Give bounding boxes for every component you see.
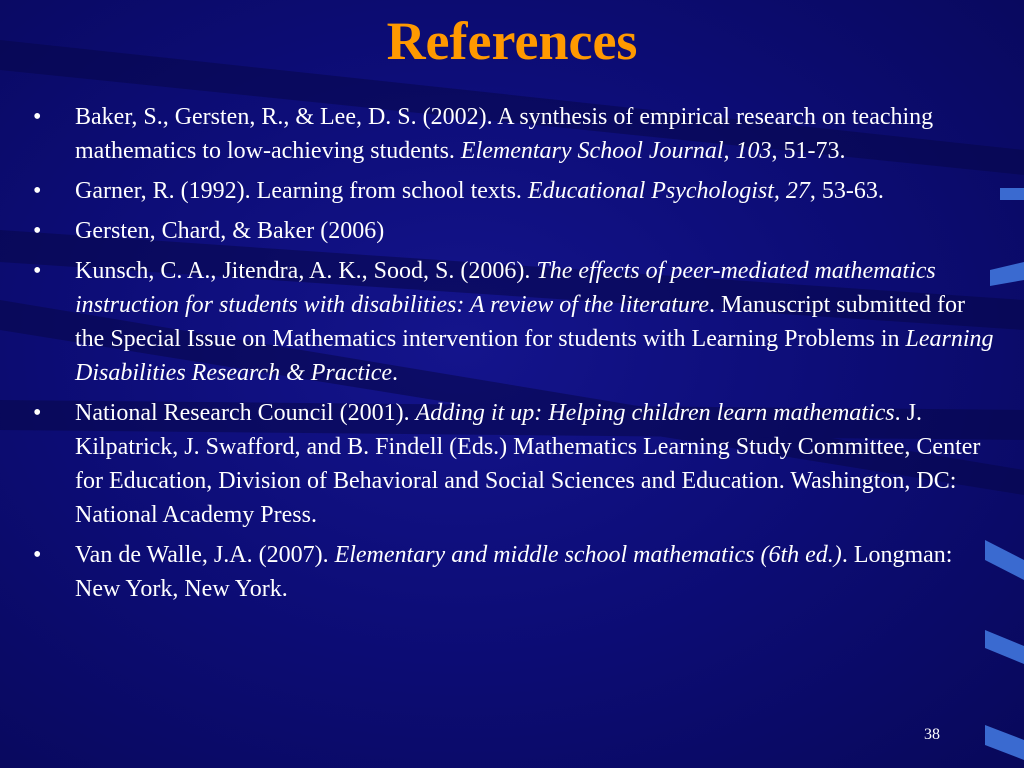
stripe-accent [1000, 188, 1024, 200]
reference-text: . J. Kilpatrick, J. Swafford, and B. Findell (Eds.) Mathematics Learning Study Committee, Center for Education, Division of Behavioral and Social Sciences and Education. Washington, DC: National Academy Press. [75, 400, 981, 528]
reference-item [30, 538, 995, 606]
stripe-accent [985, 725, 1024, 760]
stripe-accent [990, 262, 1024, 286]
reference-text: National Research Council (2001). [75, 400, 416, 426]
reference-item [30, 174, 995, 208]
reference-text: Gersten, Chard, & Baker (2006) [75, 218, 385, 244]
reference-text: Garner, R. (1992). Learning from school texts. [75, 178, 528, 204]
reference-text: , 53-63. [809, 178, 884, 204]
reference-text: . [392, 360, 399, 386]
reference-italic-text: Elementary School Journal, 103 [460, 138, 772, 164]
slide-title: References [386, 11, 638, 71]
references-list [30, 100, 995, 612]
reference-italic-text: Adding it up: Helping children learn mathematics [415, 400, 895, 426]
bullet: • [33, 400, 42, 426]
stripe-accent [985, 630, 1024, 664]
reference-italic-text: The effects of peer-mediated mathematics instruction for students with disabilities: A review of the literature [75, 258, 936, 318]
reference-text: Van de Walle, J.A. (2007). [75, 542, 335, 568]
reference-italic-text: Learning Disabilities Research & Practice [75, 326, 994, 386]
page-number: 38 [924, 726, 940, 743]
reference-text: . Manuscript submitted for the Special Issue on Mathematics intervention for students with Learning Problems in [75, 292, 965, 352]
reference-italic-text: Educational Psychologist, 27 [527, 178, 810, 204]
reference-item [30, 396, 995, 532]
reference-item [30, 100, 995, 168]
reference-item [30, 254, 995, 390]
reference-text: Kunsch, C. A., Jitendra, A. K., Sood, S. (2006). [75, 258, 537, 284]
reference-text: , 51-73. [771, 138, 846, 164]
bullet: • [33, 178, 42, 204]
reference-text: . Longman: New York, New York. [75, 542, 953, 602]
bullet: • [33, 218, 42, 244]
bullet: • [33, 542, 42, 568]
bullet: • [33, 104, 42, 130]
reference-item [30, 214, 995, 248]
reference-italic-text: Elementary and middle school mathematics (6th ed.) [334, 542, 842, 568]
bullet: • [33, 258, 42, 284]
reference-text: Baker, S., Gersten, R., & Lee, D. S. (2002). A synthesis of empirical research on teaching mathematics to low-achieving students. [75, 104, 934, 164]
